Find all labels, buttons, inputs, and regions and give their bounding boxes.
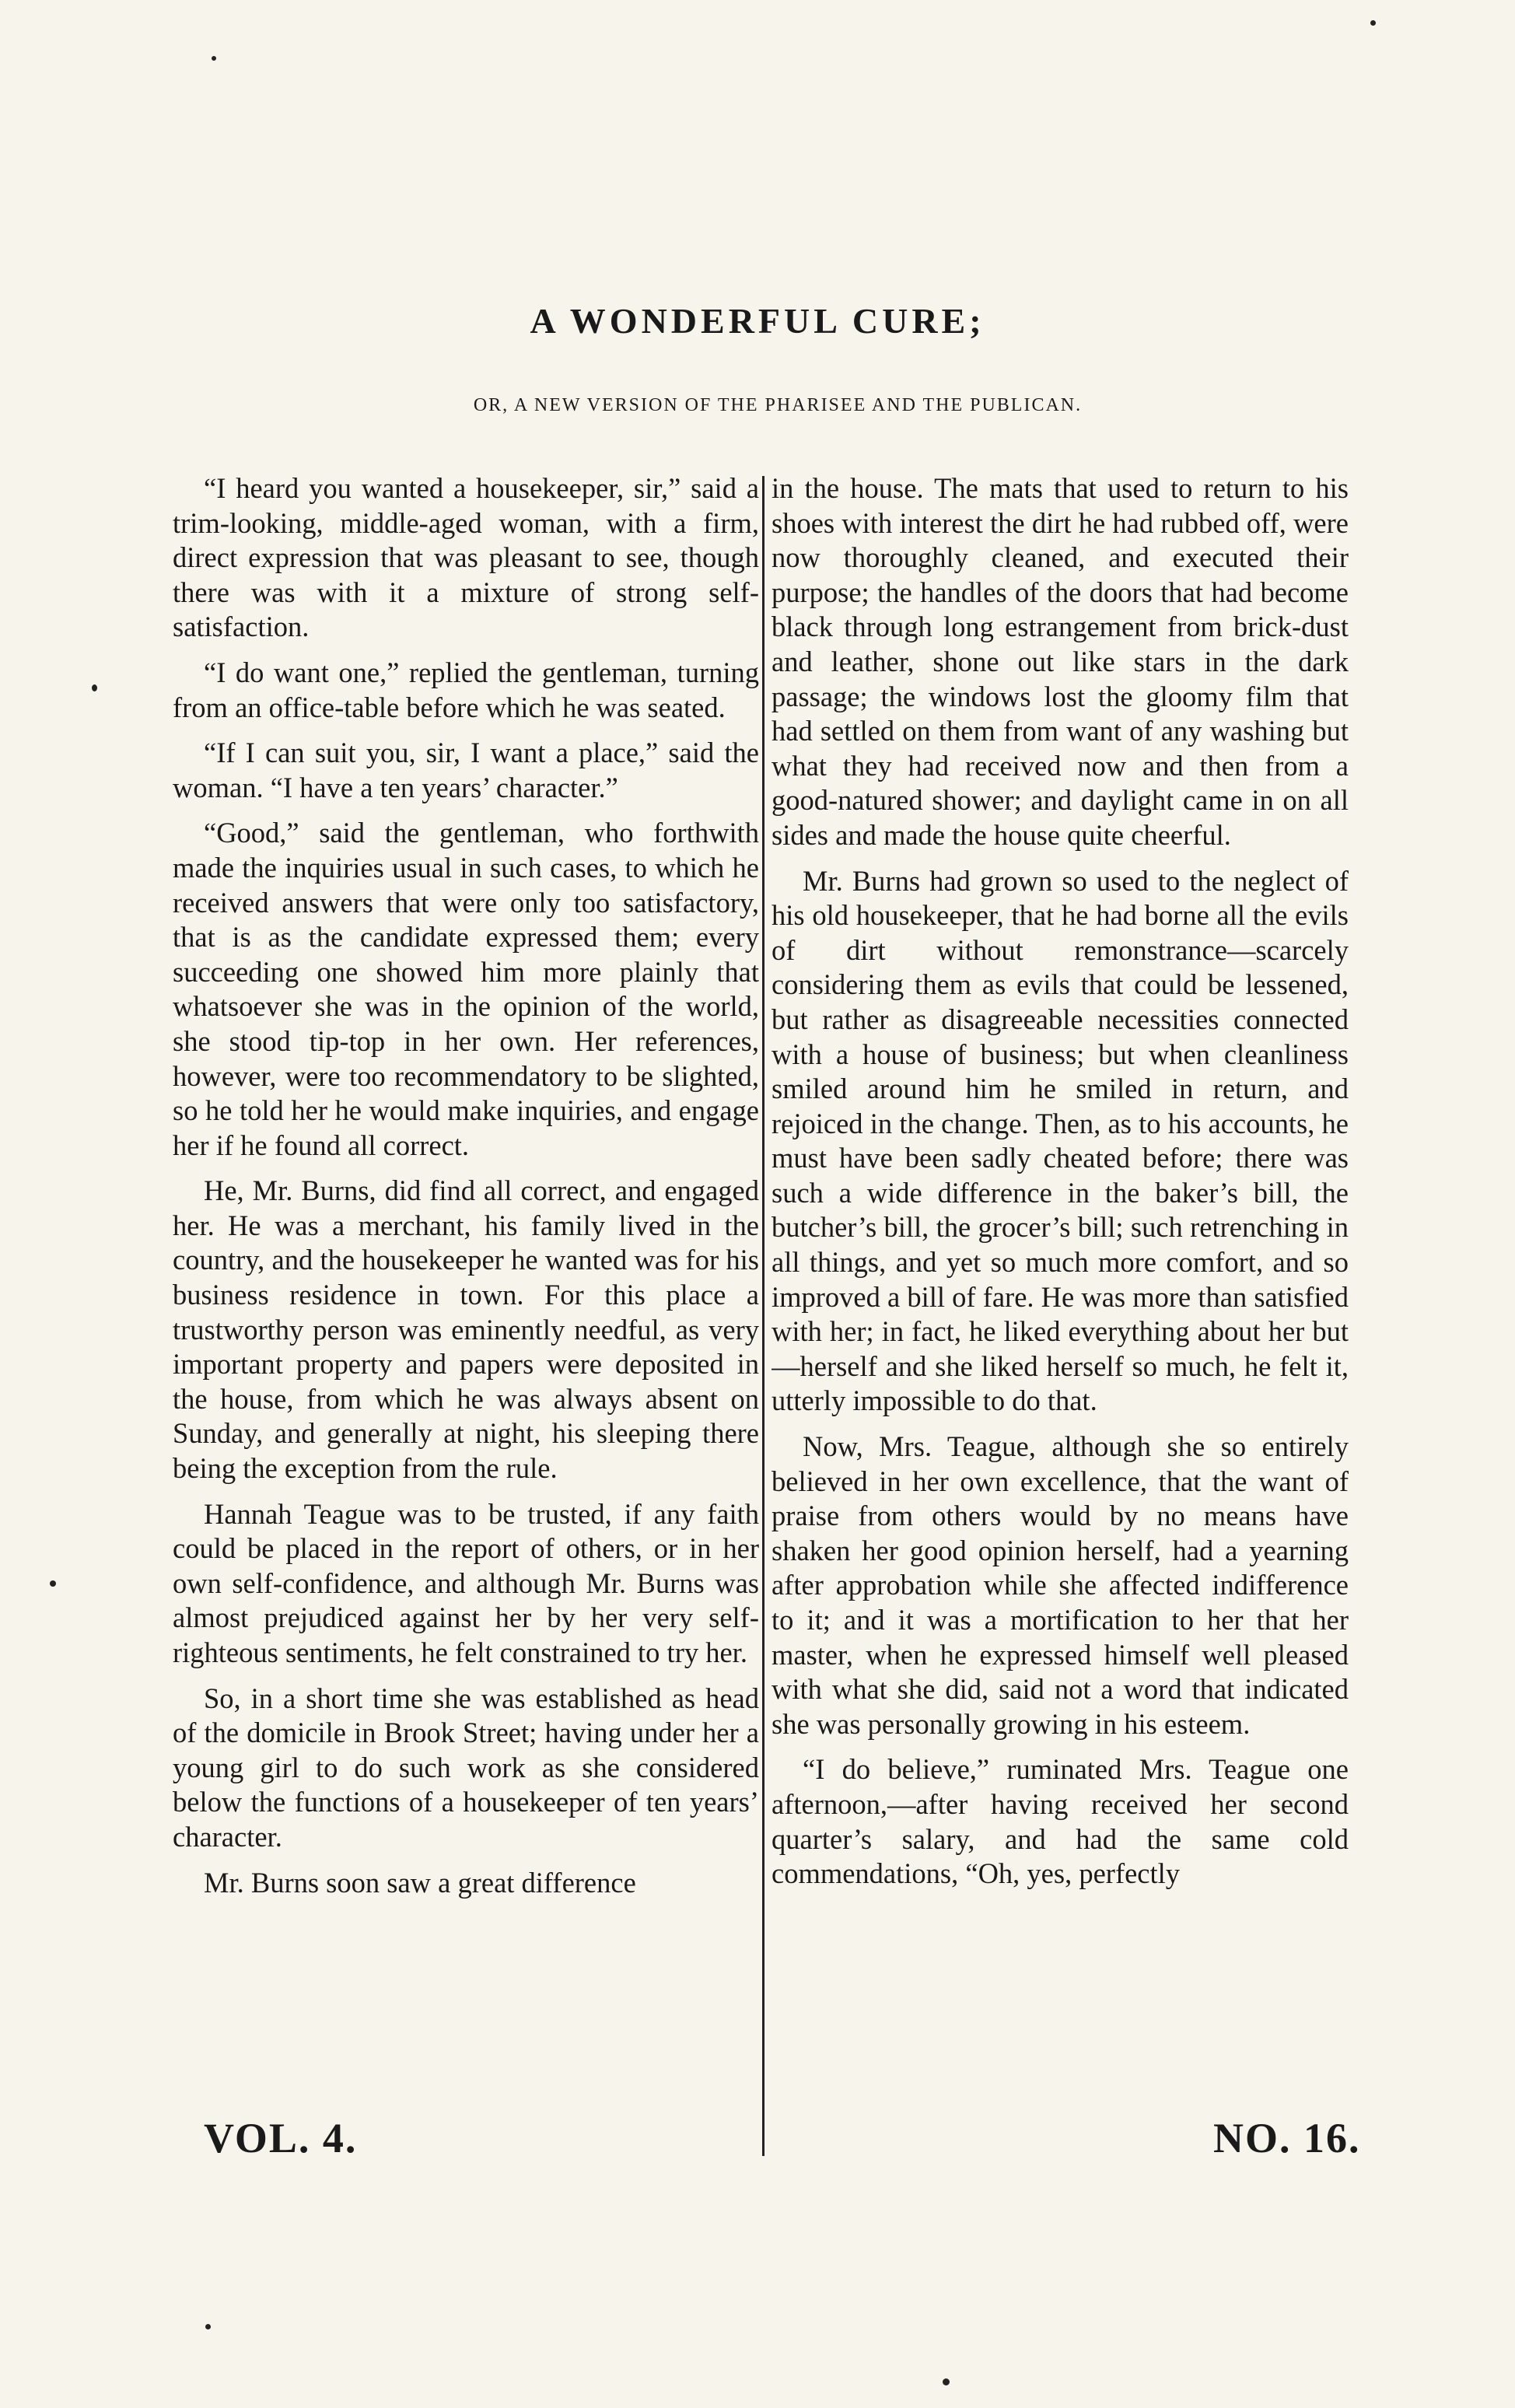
print-speck: [1370, 20, 1376, 26]
left-column: [173, 471, 759, 2111]
paragraph: “I do believe,” ruminated Mrs. Teague one afternoon,—after having received her second quarter’s salary, and had the same cold commendations, “Oh, yes, perfectly: [771, 1753, 1349, 1890]
paragraph: in the house. The mats that used to return to his shoes with interest the dirt he had rubbed off, were now thoroughly cleaned, and executed their purpose; the handles of the doors that had become black through long estrangement from brick-dust and leather, shone out like stars in the dark passage; the windows lost the gloomy film that had settled on them from want of any washing but what they had received now and then from a good-natured shower; and daylight came in on all sides and made the house quite cheerful.: [771, 472, 1349, 851]
article-subtitle: OR, A NEW VERSION OF THE PHARISEE AND THE PUBLICAN.: [473, 395, 1083, 415]
article-title: A WONDERFUL CURE;: [530, 301, 985, 341]
paragraph: Now, Mrs. Teague, although she so entirely believed in her own excellence, that the want of praise from others would by no means have shaken her good opinion herself, had a yearning after approbation while she affected indifference to it; and it was a mortification to her that her master, when he expressed himself well pleased with what she did, said not a word that indicated she was personally growing in his esteem.: [771, 1430, 1349, 1740]
volume-label: VOL. 4.: [204, 2115, 358, 2161]
issue-number: NO. 16.: [1213, 2115, 1361, 2161]
paragraph: “Good,” said the gentleman, who forthwith made the inquiries usual in such cases, to which he received answers that were only too satisfactory, that is as the candidate expressed them; every succeeding one showed him more plainly that whatsoever she was in the opinion of the world, she stood tip-top in her own. Her references, however, were too recommendatory to be slighted, so he told her he would make inquiries, and engage her if he found all correct.: [173, 817, 759, 1161]
paragraph: Mr. Burns soon saw a great difference: [204, 1866, 636, 1899]
paragraph: Hannah Teague was to be trusted, if any faith could be placed in the report of others, or in her own self-confidence, and although Mr. Burns was almost prejudiced against her by her very self-righteous sentiments, he felt constrained to try her.: [173, 1497, 759, 1668]
paragraph: Mr. Burns had grown so used to the neglect of his old housekeeper, that he had borne all the evils of dirt without remonstrance—scarcely considering them as evils that could be lessened, but rather as disagreeable necessities connected with a house of business; but when cleanliness smiled around him he smiled in return, and rejoiced in the change. Then, as to his accounts, he must have been sadly cheated before; there was such a wide difference in the baker’s bill, the butcher’s bill, the grocer’s bill; such retrenching in all things, and yet so much more comfort, and so improved a bill of fare. He was more than satisfied with her; in fact, he liked everything about her but—herself and she liked herself so much, he felt it, utterly impossible to do that.: [771, 864, 1349, 1417]
paragraph: “I do want one,” replied the gentleman, turning from an office-table before which he was seated.: [173, 656, 759, 723]
print-speck: [943, 2378, 950, 2385]
print-speck: [92, 684, 97, 691]
paragraph: “I heard you wanted a housekeeper, sir,” said a trim-looking, middle-aged woman, with a firm, direct expression that was pleasant to see, though there was with it a mixture of strong self-satisfaction.: [173, 472, 759, 643]
column-divider: [762, 476, 764, 2156]
print-speck: [50, 1580, 56, 1587]
paragraph: “If I can suit you, sir, I want a place,” said the woman. “I have a ten years’ character.”: [173, 737, 759, 803]
print-speck: [212, 56, 216, 61]
right-column: [771, 471, 1349, 2111]
paragraph: He, Mr. Burns, did find all correct, and engaged her. He was a merchant, his family lived in the country, and the housekeeper he wanted was for his business residence in town. For this place a trustworthy person was eminently needful, as very important property and papers were deposited in the house, from which he was always absent on Sunday, and generally at night, his sleeping there being the exception from the rule.: [173, 1174, 759, 1485]
print-speck: [205, 2324, 211, 2329]
paragraph: So, in a short time she was established as head of the domicile in Brook Street; having under her a young girl to do such work as she considered below the functions of a housekeeper of ten years’ character.: [173, 1682, 759, 1853]
